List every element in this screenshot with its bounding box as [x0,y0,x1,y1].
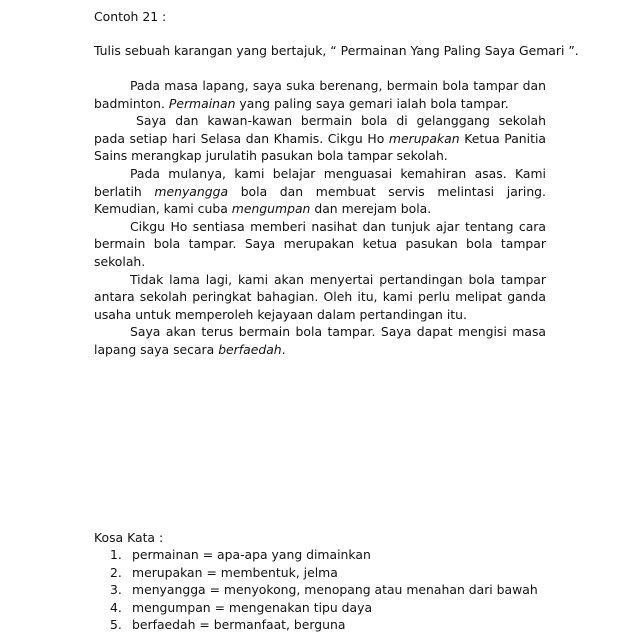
essay-paragraph-6: Saya akan terus bermain bola tampar. Saya dapat mengisi masa lapang saya secara berfaedah. [94,324,546,357]
vocabulary-title: Kosa Kata : [94,530,164,545]
italic-term: merupakan [388,130,460,146]
essay-paragraph-4: Cikgu Ho sentiasa memberi nasihat dan tunjuk ajar tentang cara bermain bola tampar. Saya merupakan ketua pasukan bola tampar sekolah. [94,218,546,269]
italic-term: mengumpan [231,201,311,217]
vocabulary-item: 5. berfaedah = bermanfaat, berguna [110,617,346,633]
italic-term: menyangga [154,183,229,199]
essay-paragraph-2: Saya dan kawan-kawan bermain bola di gelanggang sekolah pada setiap hari Selasa dan Khamis. Cikgu Ho merupakan Ketua Panitia Sains merangkap jurulatih pasukan bola tampar sekolah. [94,113,546,164]
vocabulary-item: 3. menyangga = menyokong, menopang atau menahan dari bawah [110,582,538,598]
italic-term: berfaedah [218,341,282,357]
example-heading: Contoh 21 : [94,9,167,24]
document-page [94,0,579,633]
essay-instruction: Tulis sebuah karangan yang bertajuk, “ Permainan Yang Paling Saya Gemari ”. [94,43,579,58]
essay-body [94,77,546,359]
italic-term: Permainan [168,95,236,111]
vocabulary-item: 4. mengumpan = mengenakan tipu daya [110,599,373,615]
essay-paragraph-3: Pada mulanya, kami belajar menguasai kemahiran asas. Kami berlatih menyangga bola dan membuat servis melintasi jaring. Kemudian, kami cuba mengumpan dan merejam bola. [94,165,546,217]
vocabulary-item: 1. permainan = apa-apa yang dimainkan [110,547,371,562]
vocabulary-list [110,546,538,634]
vocabulary-item: 2. merupakan = membentuk, jelma [110,564,338,580]
essay-paragraph-1: Pada masa lapang, saya suka berenang, bermain bola tampar dan badminton. Permainan yang paling saya gemari ialah bola tampar. [94,78,546,111]
essay-paragraph-5: Tidak lama lagi, kami akan menyertai pertandingan bola tampar antara sekolah peringkat bahagian. Oleh itu, kami perlu melipat ganda usaha untuk memperoleh kejayaan dalam pertandingan itu. [94,271,546,322]
